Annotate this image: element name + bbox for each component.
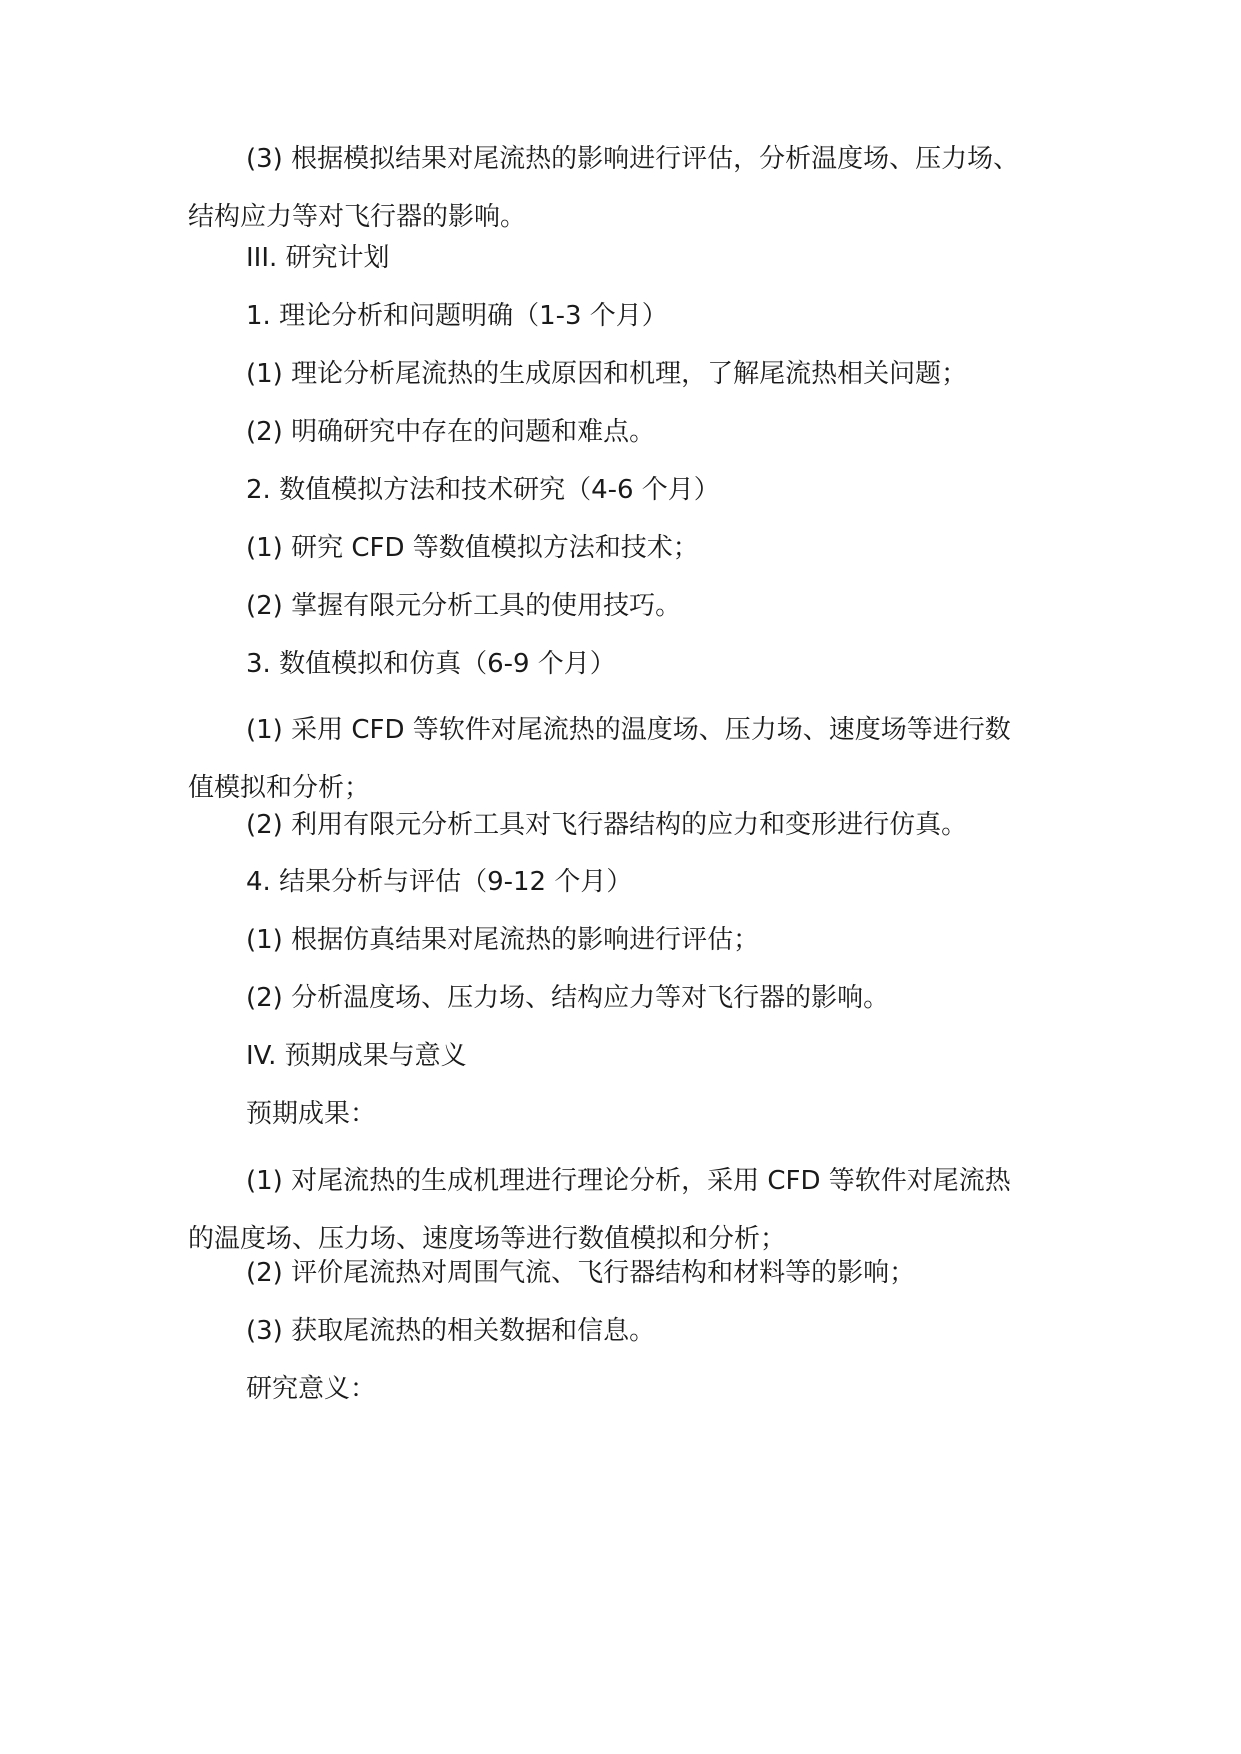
list-item: (2) 分析温度场、压力场、结构应力等对飞行器的影响。 xyxy=(246,983,890,1013)
section-heading-outcomes: IV. 预期成果与意义 xyxy=(246,1041,467,1071)
subheading-expected-results: 预期成果： xyxy=(246,1099,377,1129)
list-item: (3) 获取尾流热的相关数据和信息。 xyxy=(246,1316,656,1346)
plan-step-4-heading: 4. 结果分析与评估（9-12 个月） xyxy=(246,867,633,897)
list-item: (1) 理论分析尾流热的生成原因和机理，了解尾流热相关问题； xyxy=(246,359,968,389)
paragraph-line: (3) 根据模拟结果对尾流热的影响进行评估，分析温度场、压力场、 xyxy=(246,144,1020,174)
plan-step-1-heading: 1. 理论分析和问题明确（1-3 个月） xyxy=(246,301,668,331)
paragraph-evaluation xyxy=(188,130,1040,246)
paragraph-line: (1) 采用 CFD 等软件对尾流热的温度场、压力场、速度场等进行数 xyxy=(246,715,1011,745)
list-item: (1) 根据仿真结果对尾流热的影响进行评估； xyxy=(246,925,760,955)
section-heading-research-plan: III. 研究计划 xyxy=(246,243,390,273)
list-item: (2) 明确研究中存在的问题和难点。 xyxy=(246,417,656,447)
paragraph-line: 的温度场、压力场、速度场等进行数值模拟和分析； xyxy=(188,1224,787,1254)
plan-step-3-heading: 3. 数值模拟和仿真（6-9 个月） xyxy=(246,649,616,679)
plan-step-2-heading: 2. 数值模拟方法和技术研究（4-6 个月） xyxy=(246,475,720,505)
paragraph-expected-result-1 xyxy=(188,1152,1040,1268)
paragraph-line: 结构应力等对飞行器的影响。 xyxy=(188,202,527,232)
paragraph-simulation xyxy=(188,701,1040,817)
subheading-significance: 研究意义： xyxy=(246,1374,377,1404)
list-item: (2) 利用有限元分析工具对飞行器结构的应力和变形进行仿真。 xyxy=(246,810,968,840)
list-item: (1) 研究 CFD 等数值模拟方法和技术； xyxy=(246,533,699,563)
paragraph-line: 值模拟和分析； xyxy=(188,773,371,803)
list-item: (2) 掌握有限元分析工具的使用技巧。 xyxy=(246,591,682,621)
list-item: (2) 评价尾流热对周围气流、飞行器结构和材料等的影响； xyxy=(246,1258,916,1288)
paragraph-line: (1) 对尾流热的生成机理进行理论分析，采用 CFD 等软件对尾流热 xyxy=(246,1166,1011,1196)
